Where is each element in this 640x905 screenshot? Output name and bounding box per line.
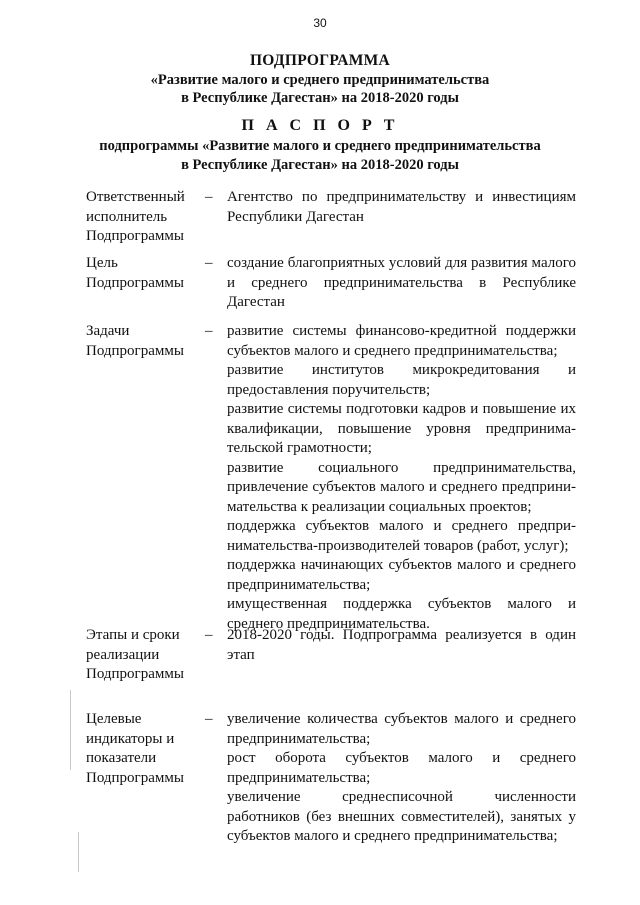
row-label bbox=[86, 254, 204, 293]
row-content-item: поддержка начинающих субъектов малого и среднего предпринимательства; bbox=[227, 557, 576, 593]
row-content-item: создание благоприятных условий для развития малого и среднего предпринимательства в Республике Дагестан bbox=[227, 255, 576, 310]
row-content-item: рост оборота субъектов малого и среднего предпринимательства; bbox=[227, 750, 576, 786]
dash-separator: – bbox=[205, 711, 213, 727]
row-content bbox=[227, 322, 576, 634]
dash-separator: – bbox=[205, 189, 213, 205]
row-label-line: Подпрограммы bbox=[86, 228, 184, 244]
passport-subtitle-line-2: в Республике Дагестан» на 2018-2020 годы bbox=[181, 157, 459, 173]
row-label-line: исполнитель bbox=[86, 208, 168, 225]
scan-artifact-line bbox=[78, 832, 79, 872]
row-content bbox=[227, 188, 576, 227]
row-label-line: Подпрограммы bbox=[86, 666, 184, 682]
row-content-item: развитие системы подготовки кадров и повышение их квалификации, повышение уровня предпринима-тельской грамотности; bbox=[227, 401, 576, 456]
scan-artifact-line bbox=[70, 690, 71, 770]
row-label bbox=[86, 710, 204, 788]
row-content-item: увеличение количества субъектов малого и среднего предпринимательства; bbox=[227, 711, 576, 747]
row-label-line: Этапы и сроки bbox=[86, 627, 180, 643]
row-label bbox=[86, 188, 204, 247]
row-label-line: Подпрограммы bbox=[86, 342, 184, 359]
row-label bbox=[86, 322, 204, 361]
row-label-line: Ответственный bbox=[86, 189, 185, 205]
page-number: 30 bbox=[313, 16, 327, 30]
row-content-item: развитие институтов микрокредитования и предоставления поручительств; bbox=[227, 362, 576, 398]
row-content-item: 2018-2020 годы. Подпрограмма реализуется в один этап bbox=[227, 627, 576, 663]
row-content-item: развитие системы финансово-кредитной поддержки субъектов малого и среднего предпринимательства; bbox=[227, 323, 576, 359]
document-title: ПОДПРОГРАММА bbox=[249, 52, 391, 69]
row-content-item: имущественная поддержка субъектов малого и среднего предпринимательства. bbox=[227, 596, 576, 632]
row-content-item: увеличение среднесписочной численности работников (без внешних совместителей), занятых у субъектов малого и среднего предпринимательства; bbox=[227, 789, 576, 844]
passport-subtitle-line-1: подпрограммы «Развитие малого и среднего предпринимательства bbox=[99, 138, 541, 154]
row-content-item: Агентство по предпринимательству и инвестициям Республики Дагестан bbox=[227, 189, 576, 225]
row-label-line: Цель bbox=[86, 255, 118, 271]
row-content bbox=[227, 626, 576, 665]
dash-separator: – bbox=[205, 255, 213, 271]
row-label-line: Задачи bbox=[86, 323, 130, 339]
row-content bbox=[227, 254, 576, 313]
row-label-line: Целевые bbox=[86, 711, 142, 727]
row-label bbox=[86, 626, 204, 685]
passport-title: П А С П О Р Т bbox=[241, 117, 399, 134]
dash-separator: – bbox=[205, 323, 213, 339]
row-label-line: реализации bbox=[86, 646, 160, 663]
row-content-item: развитие социального предпринимательства, привлечение субъектов малого и среднего предприни-мательства к реализации социальных проектов; bbox=[227, 459, 576, 515]
row-label-line: Подпрограммы bbox=[86, 769, 184, 786]
document-subtitle-line-2: в Республике Дагестан» на 2018-2020 годы bbox=[181, 90, 459, 106]
row-label-line: Подпрограммы bbox=[86, 274, 184, 291]
dash-separator: – bbox=[205, 627, 213, 643]
row-label-line: индикаторы и bbox=[86, 730, 175, 747]
row-content-item: поддержка субъектов малого и среднего предпри-нимательства-производителей товаров (работ, услуг); bbox=[227, 518, 576, 554]
document-subtitle-line-1: «Развитие малого и среднего предпринимательства bbox=[150, 72, 490, 88]
row-content bbox=[227, 710, 576, 847]
row-label-line: показатели bbox=[86, 750, 157, 766]
